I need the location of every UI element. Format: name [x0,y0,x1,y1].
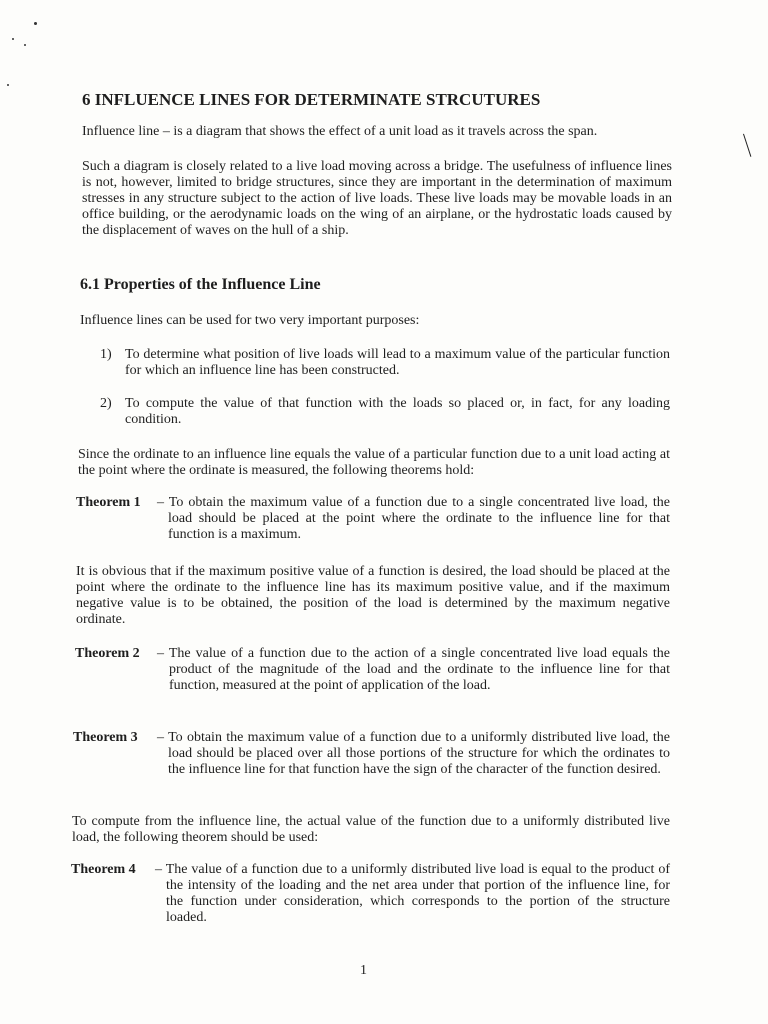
scan-speck [7,84,9,86]
intro-paragraph: Such a diagram is closely related to a live load moving across a bridge. The usefulness of influence lines is not, however, limited to bridge structures, since they are important in the determination of maximum stresses in any structure subject to the action of live loads. These live loads may be movable loads in an office building, or the aerodynamic loads on the wing of an airplane, or the hydrostatic loads caused by the displacement of waves on the hull of a ship. [82,159,672,238]
section-heading: 6.1 Properties of the Influence Line [80,276,321,293]
definition-paragraph: Influence line – is a diagram that shows the effect of a unit load as it travels across the span. [82,124,598,139]
page-number: 1 [360,963,367,978]
theorem-text: – The value of a function due to a uniformly distributed live load is equal to the product of the intensity of the loading and the net area under that portion of the influence line, for the function under consideration, which corresponds to the portion of the structure loaded. [155,862,670,925]
list-item [100,347,670,381]
theorem-text: – To obtain the maximum value of a function due to a uniformly distributed live load, the load should be placed over all those portions of the structure for which the ordinates to the influence line for that function have the sign of the character of the function desired. [157,730,670,777]
list-item-number: 1) [100,347,112,362]
theorem-text: – The value of a function due to the action of a single concentrated live load equals the product of the magnitude of the load and the ordinate to the influence line for that function, measured at the point of application of the load. [157,646,670,693]
theorem-label: Theorem 1 [76,495,141,510]
list-item-text: To compute the value of that function with the loads so placed or, in fact, for any loading condition. [125,396,670,427]
scan-speck [34,22,37,25]
theorem [73,730,670,796]
scan-mark [743,134,752,157]
theorem-label: Theorem 3 [73,730,138,745]
purposes-intro: Influence lines can be used for two very important purposes: [80,313,420,328]
theorem [71,862,670,928]
list-item-text: To determine what position of live loads will lead to a maximum value of the particular function for which an influence line has been constructed. [125,347,670,378]
theorem-label: Theorem 4 [71,862,136,877]
list-item-number: 2) [100,396,112,411]
ordinate-paragraph: Since the ordinate to an influence line equals the value of a particular function due to a unit load acting at the point where the ordinate is measured, the following theorems hold: [78,447,670,478]
theorem [76,495,670,545]
scan-speck [24,44,26,46]
theorem [75,646,670,712]
list-item [100,396,670,430]
compute-paragraph: To compute from the influence line, the actual value of the function due to a uniformly distributed live load, the following theorem should be used: [72,814,670,845]
theorem-text: – To obtain the maximum value of a function due to a single concentrated live load, the load should be placed at the point where the ordinate to the influence line for that function is a maximum. [157,495,670,542]
theorem-label: Theorem 2 [75,646,140,661]
scan-speck [12,38,14,40]
page-title: 6 INFLUENCE LINES FOR DETERMINATE STRCUTURES [82,90,541,109]
obvious-paragraph: It is obvious that if the maximum positive value of a function is desired, the load should be placed at the point where the ordinate to the influence line has its maximum positive value, and if the maximum negative value is to be obtained, the position of the load is determined by the maximum negative ordinate. [76,564,670,627]
